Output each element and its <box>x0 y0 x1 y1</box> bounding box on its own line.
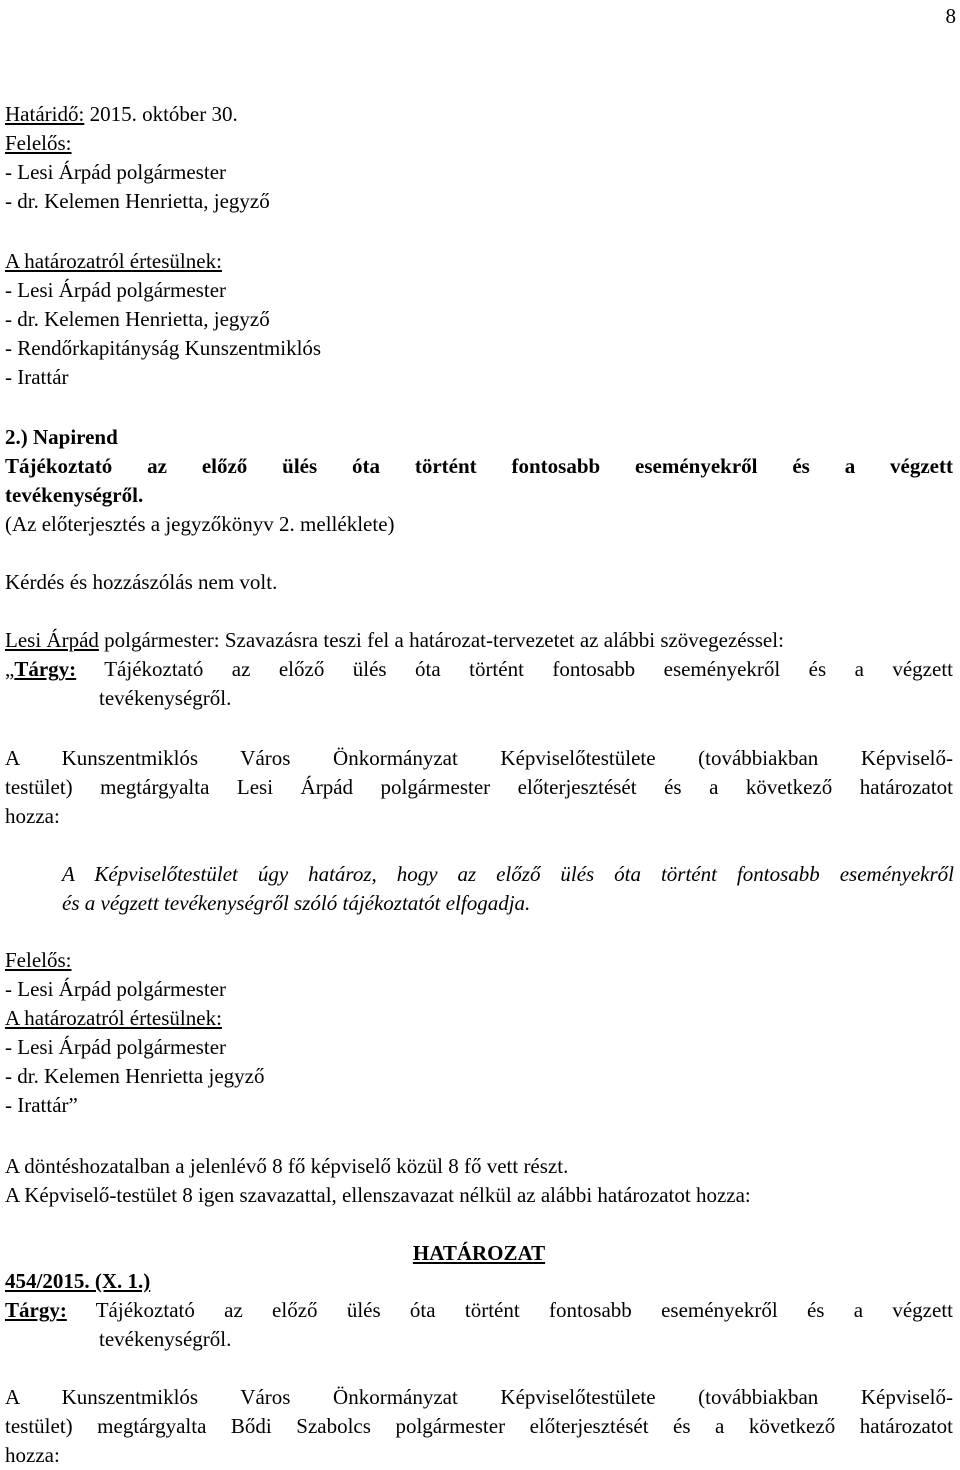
no-questions <box>5 568 953 597</box>
deadline-line <box>5 100 953 129</box>
responsible-label: Felelős: <box>5 131 72 155</box>
agenda-section <box>5 423 953 539</box>
responsible-item: - Lesi Árpád polgármester <box>5 160 227 184</box>
decision-subject-line <box>5 1296 953 1325</box>
decision-section <box>5 1267 953 1354</box>
vote-summary <box>5 1152 953 1210</box>
mayor-text: polgármester: Szavazásra teszi fel a határozat-tervezetet az alábbi szövegezéssel: <box>98 628 784 652</box>
decision-subject-cont: tevékenységről. <box>99 1327 232 1351</box>
vote-line: A döntéshozatalban a jelenlévő 8 fő képviselő közül 8 fő vett részt. <box>5 1154 569 1178</box>
agenda-title-line: tevékenységről. <box>5 483 144 507</box>
vote-line: A Képviselő-testület 8 igen szavazattal, ellenszavazat nélkül az alábbi határozatot hozza: <box>5 1183 751 1207</box>
mayor-proposal <box>5 626 953 713</box>
decision-body-line: hozza: <box>5 1443 60 1467</box>
subject-line <box>5 655 953 684</box>
resolution-text <box>62 860 954 918</box>
subject-open-quote: „ <box>5 657 15 681</box>
notified-label: A határozatról értesülnek: <box>5 1006 222 1030</box>
notified-item: - Lesi Árpád polgármester <box>5 1035 227 1059</box>
notified-list <box>5 247 953 392</box>
decision-heading-wrap <box>5 1239 953 1268</box>
resolution-line: és a végzett tevékenységről szóló tájékoztatót elfogadja. <box>62 891 531 915</box>
attachment-note: (Az előterjesztés a jegyzőkönyv 2. melléklete) <box>5 512 395 536</box>
notified-item: - Irattár” <box>5 1093 78 1117</box>
subject-text-cont: tevékenységről. <box>99 686 232 710</box>
decision-subject-text: Tájékoztató az előző ülés óta történt fontosabb eseményekről és a végzett <box>66 1298 953 1322</box>
responsible-item: - Lesi Árpád polgármester <box>5 977 227 1001</box>
notified-label: A határozatról értesülnek: <box>5 249 222 273</box>
notified-item: - dr. Kelemen Henrietta jegyző <box>5 1064 265 1088</box>
body-line: hozza: <box>5 804 60 828</box>
notified-item: - dr. Kelemen Henrietta, jegyző <box>5 307 270 331</box>
subject-label: Tárgy: <box>14 657 77 681</box>
resolution-line: A Képviselőtestület úgy határoz, hogy az előző ülés óta történt fontosabb eseményekről <box>62 862 954 886</box>
council-paragraph <box>5 744 953 831</box>
previous-resolution-footer <box>5 100 953 216</box>
decision-heading: HATÁROZAT <box>412 1241 546 1265</box>
decision-subject-label: Tárgy: <box>5 1298 67 1322</box>
decision-number: 454/2015. (X. 1.) <box>5 1269 151 1293</box>
mayor-line <box>5 626 953 655</box>
responsible-item: - dr. Kelemen Henrietta, jegyző <box>5 189 270 213</box>
mayor-name: Lesi Árpád <box>5 628 99 652</box>
responsible-section <box>5 946 953 1120</box>
deadline-value: 2015. október 30. <box>84 102 238 126</box>
subject-text: Tájékoztató az előző ülés óta történt fontosabb eseményekről és a végzett <box>76 657 953 681</box>
no-questions-text: Kérdés és hozzászólás nem volt. <box>5 570 278 594</box>
body-line: A Kunszentmiklós Város Önkormányzat Képviselőtestülete (továbbiakban Képviselő- <box>5 746 953 770</box>
deadline-label: Határidő: <box>5 102 85 126</box>
decision-body-line: A Kunszentmiklós Város Önkormányzat Képviselőtestülete (továbbiakban Képviselő- <box>5 1385 953 1409</box>
agenda-title-line: Tájékoztató az előző ülés óta történt fontosabb eseményekről és a végzett <box>5 454 953 478</box>
decision-body <box>5 1383 953 1470</box>
responsible-label: Felelős: <box>5 948 72 972</box>
notified-item: - Rendőrkapitányság Kunszentmiklós <box>5 336 322 360</box>
agenda-heading: 2.) Napirend <box>5 425 118 449</box>
notified-item: - Lesi Árpád polgármester <box>5 278 227 302</box>
decision-body-line: testület) megtárgyalta Bődi Szabolcs polgármester előterjesztését és a következő határozatot <box>5 1414 953 1438</box>
page-number: 8 <box>945 4 956 28</box>
notified-item: - Irattár <box>5 365 69 389</box>
body-line: testület) megtárgyalta Lesi Árpád polgármester előterjesztését és a következő határozatot <box>5 775 953 799</box>
